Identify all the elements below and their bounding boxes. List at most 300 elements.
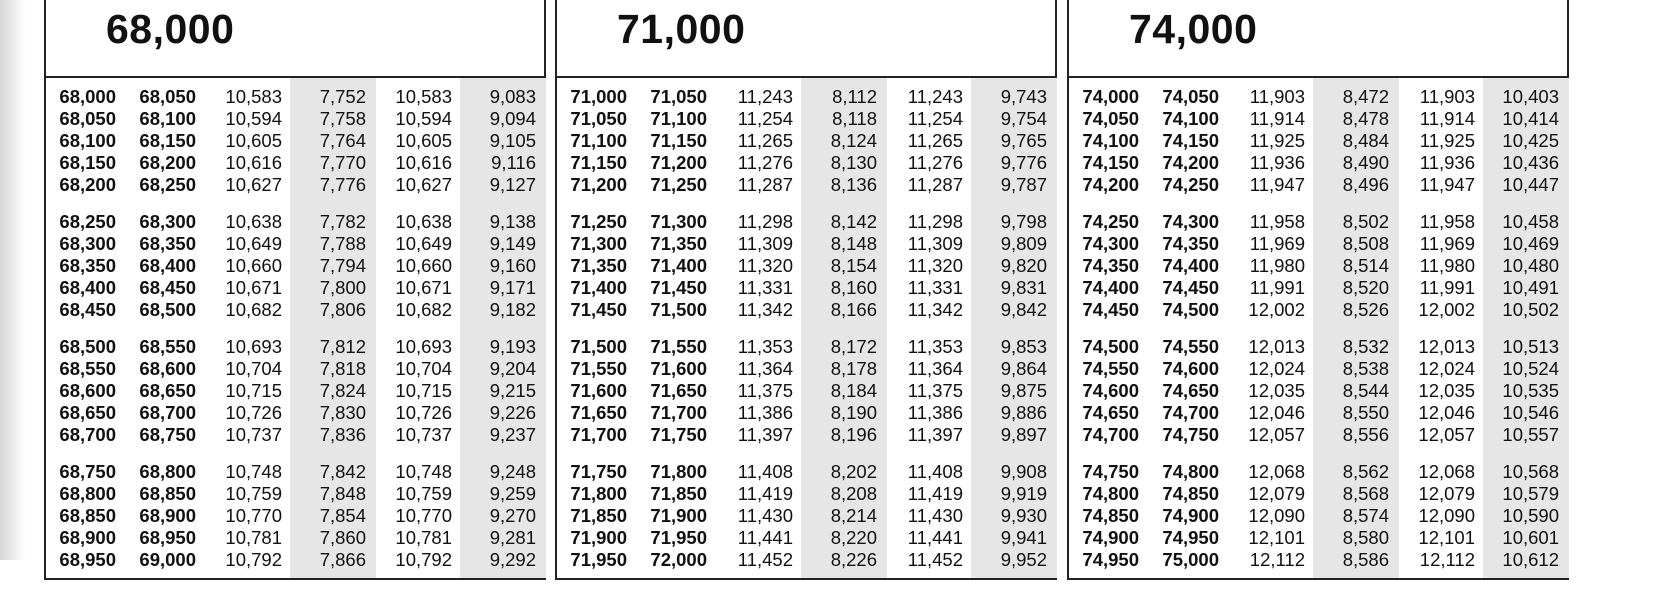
at-least-cell: 71,450 — [570, 299, 627, 320]
married-jointly-tax-cell: 8,490 — [1342, 152, 1389, 173]
but-less-than-cell: 68,600 — [139, 358, 196, 379]
but-less-than-cell: 68,050 — [139, 86, 196, 107]
single-tax-cell: 11,309 — [737, 233, 793, 254]
head-of-household-tax-cell: 9,138 — [489, 211, 536, 232]
married-separately-tax-cell: 11,254 — [907, 108, 963, 129]
at-least-cell: 71,700 — [570, 424, 627, 445]
table-row — [1069, 108, 1567, 130]
at-least-cell: 71,150 — [570, 152, 627, 173]
at-least-cell: 68,950 — [59, 549, 116, 570]
married-jointly-tax-cell: 7,788 — [319, 233, 366, 254]
head-of-household-tax-cell: 9,259 — [489, 483, 536, 504]
single-tax-cell: 10,638 — [225, 211, 282, 232]
panel-header — [1069, 0, 1567, 78]
at-least-cell: 68,350 — [59, 255, 116, 276]
table-row — [46, 299, 544, 321]
single-tax-cell: 10,792 — [225, 549, 282, 570]
single-tax-cell: 10,616 — [225, 152, 282, 173]
married-jointly-tax-cell: 8,148 — [830, 233, 877, 254]
married-separately-tax-cell: 10,660 — [395, 255, 452, 276]
table-row — [557, 527, 1055, 549]
table-row — [46, 233, 544, 255]
married-separately-tax-cell: 10,704 — [395, 358, 452, 379]
single-tax-cell: 11,936 — [1249, 152, 1305, 173]
tax-table-panel-68000 — [44, 0, 546, 580]
married-separately-tax-cell: 11,925 — [1419, 130, 1475, 151]
but-less-than-cell: 74,050 — [1162, 86, 1219, 107]
but-less-than-cell: 68,750 — [139, 424, 196, 445]
single-tax-cell: 11,265 — [737, 130, 793, 151]
head-of-household-tax-cell: 10,491 — [1502, 277, 1559, 298]
table-row — [1069, 174, 1567, 196]
married-jointly-tax-cell: 8,574 — [1342, 505, 1389, 526]
single-tax-cell: 11,980 — [1249, 255, 1305, 276]
married-separately-tax-cell: 10,693 — [395, 336, 452, 357]
table-row — [557, 130, 1055, 152]
single-tax-cell: 11,914 — [1249, 108, 1305, 129]
single-tax-cell: 11,353 — [737, 336, 793, 357]
but-less-than-cell: 74,500 — [1162, 299, 1219, 320]
single-tax-cell: 11,287 — [737, 174, 793, 195]
but-less-than-cell: 74,600 — [1162, 358, 1219, 379]
single-tax-cell: 12,079 — [1248, 483, 1305, 504]
single-tax-cell: 11,331 — [737, 277, 793, 298]
table-body — [46, 86, 544, 571]
table-row — [46, 174, 544, 196]
head-of-household-tax-cell: 9,171 — [489, 277, 536, 298]
married-jointly-tax-cell: 8,514 — [1342, 255, 1389, 276]
single-tax-cell: 10,682 — [225, 299, 282, 320]
table-row — [46, 277, 544, 299]
at-least-cell: 74,600 — [1082, 380, 1139, 401]
table-row — [1069, 299, 1567, 321]
married-jointly-tax-cell: 8,544 — [1342, 380, 1389, 401]
married-separately-tax-cell: 12,035 — [1418, 380, 1475, 401]
at-least-cell: 68,000 — [59, 86, 116, 107]
married-jointly-tax-cell: 7,860 — [319, 527, 366, 548]
married-separately-tax-cell: 10,682 — [395, 299, 452, 320]
table-row — [1069, 211, 1567, 233]
single-tax-cell: 10,737 — [225, 424, 282, 445]
at-least-cell: 68,250 — [59, 211, 116, 232]
married-separately-tax-cell: 11,903 — [1419, 86, 1475, 107]
married-separately-tax-cell: 10,583 — [395, 86, 452, 107]
but-less-than-cell: 71,150 — [650, 130, 707, 151]
at-least-cell: 68,550 — [59, 358, 116, 379]
married-separately-tax-cell: 12,046 — [1418, 402, 1475, 423]
married-separately-tax-cell: 11,430 — [907, 505, 963, 526]
table-body — [1069, 86, 1567, 571]
table-row — [1069, 152, 1567, 174]
table-row — [557, 505, 1055, 527]
table-row — [557, 277, 1055, 299]
at-least-cell: 71,050 — [570, 108, 627, 129]
head-of-household-tax-cell: 9,292 — [489, 549, 536, 570]
single-tax-cell: 11,452 — [737, 549, 793, 570]
single-tax-cell: 11,397 — [737, 424, 793, 445]
single-tax-cell: 12,101 — [1248, 527, 1305, 548]
single-tax-cell: 11,991 — [1249, 277, 1305, 298]
married-jointly-tax-cell: 7,752 — [319, 86, 366, 107]
single-tax-cell: 11,408 — [737, 461, 793, 482]
single-tax-cell: 12,112 — [1249, 549, 1305, 570]
head-of-household-tax-cell: 9,204 — [489, 358, 536, 379]
but-less-than-cell: 71,750 — [650, 424, 707, 445]
head-of-household-tax-cell: 9,930 — [1000, 505, 1047, 526]
but-less-than-cell: 71,650 — [650, 380, 707, 401]
married-jointly-tax-cell: 8,550 — [1342, 402, 1389, 423]
single-tax-cell: 11,925 — [1249, 130, 1305, 151]
married-separately-tax-cell: 11,353 — [907, 336, 963, 357]
head-of-household-tax-cell: 9,270 — [489, 505, 536, 526]
married-separately-tax-cell: 11,991 — [1419, 277, 1475, 298]
married-separately-tax-cell: 12,090 — [1418, 505, 1475, 526]
single-tax-cell: 12,035 — [1248, 380, 1305, 401]
married-jointly-tax-cell: 7,824 — [319, 380, 366, 401]
but-less-than-cell: 71,900 — [650, 505, 707, 526]
at-least-cell: 68,650 — [59, 402, 116, 423]
table-row — [46, 336, 544, 358]
married-jointly-tax-cell: 8,202 — [830, 461, 877, 482]
at-least-cell: 74,800 — [1082, 483, 1139, 504]
married-separately-tax-cell: 12,002 — [1418, 299, 1475, 320]
tax-table-panel-74000 — [1067, 0, 1569, 580]
but-less-than-cell: 71,800 — [650, 461, 707, 482]
panel-header — [557, 0, 1055, 78]
head-of-household-tax-cell: 10,458 — [1502, 211, 1559, 232]
but-less-than-cell: 71,100 — [650, 108, 707, 129]
but-less-than-cell: 74,250 — [1162, 174, 1219, 195]
head-of-household-tax-cell: 9,897 — [1000, 424, 1047, 445]
single-tax-cell: 12,002 — [1248, 299, 1305, 320]
married-jointly-tax-cell: 7,866 — [319, 549, 366, 570]
table-row — [46, 130, 544, 152]
married-jointly-tax-cell: 7,812 — [319, 336, 366, 357]
head-of-household-tax-cell: 9,160 — [489, 255, 536, 276]
table-row — [1069, 424, 1567, 446]
married-separately-tax-cell: 10,594 — [395, 108, 452, 129]
single-tax-cell: 12,046 — [1248, 402, 1305, 423]
but-less-than-cell: 74,300 — [1162, 211, 1219, 232]
table-row — [557, 380, 1055, 402]
married-jointly-tax-cell: 8,532 — [1342, 336, 1389, 357]
married-separately-tax-cell: 10,759 — [395, 483, 452, 504]
head-of-household-tax-cell: 9,787 — [1000, 174, 1047, 195]
at-least-cell: 74,850 — [1082, 505, 1139, 526]
single-tax-cell: 11,243 — [737, 86, 793, 107]
at-least-cell: 74,450 — [1082, 299, 1139, 320]
at-least-cell: 71,650 — [570, 402, 627, 423]
table-row — [46, 505, 544, 527]
table-row — [46, 527, 544, 549]
but-less-than-cell: 71,400 — [650, 255, 707, 276]
but-less-than-cell: 71,300 — [650, 211, 707, 232]
at-least-cell: 68,750 — [59, 461, 116, 482]
table-row — [1069, 461, 1567, 483]
at-least-cell: 68,600 — [59, 380, 116, 401]
single-tax-cell: 11,419 — [737, 483, 793, 504]
married-separately-tax-cell: 10,605 — [395, 130, 452, 151]
but-less-than-cell: 69,000 — [139, 549, 196, 570]
married-separately-tax-cell: 10,770 — [395, 505, 452, 526]
table-row — [557, 402, 1055, 424]
at-least-cell: 71,500 — [570, 336, 627, 357]
head-of-household-tax-cell: 9,864 — [1000, 358, 1047, 379]
married-jointly-tax-cell: 8,208 — [830, 483, 877, 504]
single-tax-cell: 10,660 — [225, 255, 282, 276]
married-jointly-tax-cell: 7,830 — [319, 402, 366, 423]
married-separately-tax-cell: 11,243 — [907, 86, 963, 107]
but-less-than-cell: 71,850 — [650, 483, 707, 504]
table-row — [46, 402, 544, 424]
married-separately-tax-cell: 10,748 — [395, 461, 452, 482]
table-row — [46, 108, 544, 130]
table-row — [1069, 86, 1567, 108]
head-of-household-tax-cell: 9,908 — [1000, 461, 1047, 482]
table-row — [46, 380, 544, 402]
single-tax-cell: 11,947 — [1249, 174, 1305, 195]
head-of-household-tax-cell: 9,193 — [489, 336, 536, 357]
table-row — [46, 211, 544, 233]
table-row — [46, 483, 544, 505]
at-least-cell: 71,300 — [570, 233, 627, 254]
at-least-cell: 71,900 — [570, 527, 627, 548]
married-separately-tax-cell: 12,112 — [1419, 549, 1475, 570]
married-jointly-tax-cell: 8,196 — [830, 424, 877, 445]
but-less-than-cell: 75,000 — [1162, 549, 1219, 570]
single-tax-cell: 11,342 — [737, 299, 793, 320]
married-jointly-tax-cell: 8,520 — [1342, 277, 1389, 298]
married-separately-tax-cell: 11,408 — [907, 461, 963, 482]
but-less-than-cell: 68,650 — [139, 380, 196, 401]
head-of-household-tax-cell: 9,127 — [489, 174, 536, 195]
married-separately-tax-cell: 11,331 — [907, 277, 963, 298]
at-least-cell: 74,050 — [1082, 108, 1139, 129]
at-least-cell: 71,800 — [570, 483, 627, 504]
married-jointly-tax-cell: 8,112 — [832, 86, 877, 107]
head-of-household-tax-cell: 10,425 — [1502, 130, 1559, 151]
married-separately-tax-cell: 11,342 — [907, 299, 963, 320]
married-jointly-tax-cell: 8,556 — [1342, 424, 1389, 445]
table-row — [1069, 483, 1567, 505]
at-least-cell: 68,050 — [59, 108, 116, 129]
but-less-than-cell: 68,100 — [139, 108, 196, 129]
married-jointly-tax-cell: 8,136 — [830, 174, 877, 195]
single-tax-cell: 11,276 — [737, 152, 793, 173]
married-separately-tax-cell: 11,969 — [1419, 233, 1475, 254]
but-less-than-cell: 74,750 — [1162, 424, 1219, 445]
married-separately-tax-cell: 11,287 — [907, 174, 963, 195]
but-less-than-cell: 74,950 — [1162, 527, 1219, 548]
married-jointly-tax-cell: 8,154 — [830, 255, 877, 276]
married-jointly-tax-cell: 8,580 — [1342, 527, 1389, 548]
head-of-household-tax-cell: 9,083 — [489, 86, 536, 107]
at-least-cell: 71,550 — [570, 358, 627, 379]
at-least-cell: 71,100 — [570, 130, 627, 151]
head-of-household-tax-cell: 9,094 — [489, 108, 536, 129]
married-separately-tax-cell: 10,649 — [395, 233, 452, 254]
but-less-than-cell: 68,150 — [139, 130, 196, 151]
married-jointly-tax-cell: 8,562 — [1342, 461, 1389, 482]
married-separately-tax-cell: 11,309 — [907, 233, 963, 254]
but-less-than-cell: 74,550 — [1162, 336, 1219, 357]
at-least-cell: 68,800 — [59, 483, 116, 504]
married-separately-tax-cell: 11,419 — [907, 483, 963, 504]
head-of-household-tax-cell: 10,568 — [1502, 461, 1559, 482]
married-separately-tax-cell: 11,947 — [1419, 174, 1475, 195]
married-jointly-tax-cell: 7,800 — [319, 277, 366, 298]
at-least-cell: 68,700 — [59, 424, 116, 445]
head-of-household-tax-cell: 9,182 — [489, 299, 536, 320]
at-least-cell: 74,750 — [1082, 461, 1139, 482]
table-row — [557, 358, 1055, 380]
married-jointly-tax-cell: 8,190 — [830, 402, 877, 423]
at-least-cell: 74,700 — [1082, 424, 1139, 445]
married-jointly-tax-cell: 8,220 — [830, 527, 877, 548]
head-of-household-tax-cell: 9,237 — [489, 424, 536, 445]
table-row — [557, 336, 1055, 358]
but-less-than-cell: 68,450 — [139, 277, 196, 298]
but-less-than-cell: 68,700 — [139, 402, 196, 423]
married-separately-tax-cell: 11,386 — [907, 402, 963, 423]
head-of-household-tax-cell: 9,215 — [489, 380, 536, 401]
single-tax-cell: 10,715 — [225, 380, 282, 401]
head-of-household-tax-cell: 10,502 — [1502, 299, 1559, 320]
single-tax-cell: 10,594 — [225, 108, 282, 129]
at-least-cell: 68,300 — [59, 233, 116, 254]
married-jointly-tax-cell: 8,178 — [830, 358, 877, 379]
single-tax-cell: 10,748 — [225, 461, 282, 482]
head-of-household-tax-cell: 10,546 — [1502, 402, 1559, 423]
head-of-household-tax-cell: 9,248 — [489, 461, 536, 482]
married-separately-tax-cell: 11,298 — [907, 211, 963, 232]
table-row — [1069, 277, 1567, 299]
head-of-household-tax-cell: 10,590 — [1502, 505, 1559, 526]
married-separately-tax-cell: 10,715 — [395, 380, 452, 401]
table-row — [46, 424, 544, 446]
at-least-cell: 74,000 — [1082, 86, 1139, 107]
head-of-household-tax-cell: 9,820 — [1000, 255, 1047, 276]
head-of-household-tax-cell: 9,281 — [489, 527, 536, 548]
married-jointly-tax-cell: 7,776 — [319, 174, 366, 195]
but-less-than-cell: 74,200 — [1162, 152, 1219, 173]
at-least-cell: 74,150 — [1082, 152, 1139, 173]
at-least-cell: 74,500 — [1082, 336, 1139, 357]
but-less-than-cell: 68,950 — [139, 527, 196, 548]
head-of-household-tax-cell: 10,579 — [1502, 483, 1559, 504]
table-row — [46, 461, 544, 483]
but-less-than-cell: 68,850 — [139, 483, 196, 504]
but-less-than-cell: 71,500 — [650, 299, 707, 320]
single-tax-cell: 10,781 — [225, 527, 282, 548]
but-less-than-cell: 68,800 — [139, 461, 196, 482]
but-less-than-cell: 74,150 — [1162, 130, 1219, 151]
head-of-household-tax-cell: 10,480 — [1502, 255, 1559, 276]
single-tax-cell: 10,726 — [225, 402, 282, 423]
married-separately-tax-cell: 10,792 — [395, 549, 452, 570]
at-least-cell: 71,250 — [570, 211, 627, 232]
table-row — [557, 108, 1055, 130]
single-tax-cell: 11,969 — [1249, 233, 1305, 254]
table-row — [1069, 380, 1567, 402]
but-less-than-cell: 68,200 — [139, 152, 196, 173]
married-jointly-tax-cell: 8,214 — [830, 505, 877, 526]
at-least-cell: 74,400 — [1082, 277, 1139, 298]
married-jointly-tax-cell: 7,818 — [319, 358, 366, 379]
table-row — [46, 152, 544, 174]
tax-table-panel-71000 — [555, 0, 1057, 580]
married-jointly-tax-cell: 7,794 — [319, 255, 366, 276]
table-row — [1069, 336, 1567, 358]
married-separately-tax-cell: 10,638 — [395, 211, 452, 232]
married-separately-tax-cell: 12,013 — [1418, 336, 1475, 357]
married-jointly-tax-cell: 7,782 — [319, 211, 366, 232]
at-least-cell: 71,400 — [570, 277, 627, 298]
single-tax-cell: 11,298 — [737, 211, 793, 232]
at-least-cell: 68,150 — [59, 152, 116, 173]
but-less-than-cell: 68,350 — [139, 233, 196, 254]
married-jointly-tax-cell: 8,508 — [1342, 233, 1389, 254]
single-tax-cell: 11,320 — [737, 255, 793, 276]
married-separately-tax-cell: 12,079 — [1418, 483, 1475, 504]
at-least-cell: 68,900 — [59, 527, 116, 548]
single-tax-cell: 12,057 — [1248, 424, 1305, 445]
married-separately-tax-cell: 10,627 — [395, 174, 452, 195]
single-tax-cell: 12,090 — [1248, 505, 1305, 526]
at-least-cell: 68,850 — [59, 505, 116, 526]
at-least-cell: 71,950 — [570, 549, 627, 570]
but-less-than-cell: 71,200 — [650, 152, 707, 173]
head-of-household-tax-cell: 9,875 — [1000, 380, 1047, 401]
head-of-household-tax-cell: 10,414 — [1502, 108, 1559, 129]
married-separately-tax-cell: 11,958 — [1419, 211, 1475, 232]
single-tax-cell: 11,375 — [737, 380, 793, 401]
head-of-household-tax-cell: 9,809 — [1000, 233, 1047, 254]
table-row — [1069, 233, 1567, 255]
married-separately-tax-cell: 12,024 — [1418, 358, 1475, 379]
single-tax-cell: 10,583 — [225, 86, 282, 107]
but-less-than-cell: 71,450 — [650, 277, 707, 298]
single-tax-cell: 10,693 — [225, 336, 282, 357]
but-less-than-cell: 68,550 — [139, 336, 196, 357]
at-least-cell: 68,200 — [59, 174, 116, 195]
married-separately-tax-cell: 10,781 — [395, 527, 452, 548]
table-row — [1069, 358, 1567, 380]
married-jointly-tax-cell: 8,118 — [832, 108, 877, 129]
married-jointly-tax-cell: 8,586 — [1342, 549, 1389, 570]
but-less-than-cell: 71,050 — [650, 86, 707, 107]
table-row — [557, 152, 1055, 174]
table-row — [46, 358, 544, 380]
married-jointly-tax-cell: 7,854 — [319, 505, 366, 526]
married-separately-tax-cell: 10,671 — [395, 277, 452, 298]
but-less-than-cell: 71,550 — [650, 336, 707, 357]
single-tax-cell: 10,627 — [225, 174, 282, 195]
married-jointly-tax-cell: 7,842 — [319, 461, 366, 482]
single-tax-cell: 10,770 — [225, 505, 282, 526]
married-separately-tax-cell: 12,101 — [1418, 527, 1475, 548]
head-of-household-tax-cell: 10,535 — [1502, 380, 1559, 401]
at-least-cell: 74,250 — [1082, 211, 1139, 232]
single-tax-cell: 12,024 — [1248, 358, 1305, 379]
married-separately-tax-cell: 10,737 — [395, 424, 452, 445]
at-least-cell: 74,350 — [1082, 255, 1139, 276]
table-row — [557, 483, 1055, 505]
but-less-than-cell: 71,250 — [650, 174, 707, 195]
at-least-cell: 68,400 — [59, 277, 116, 298]
married-jointly-tax-cell: 7,848 — [319, 483, 366, 504]
panel-header — [46, 0, 544, 78]
